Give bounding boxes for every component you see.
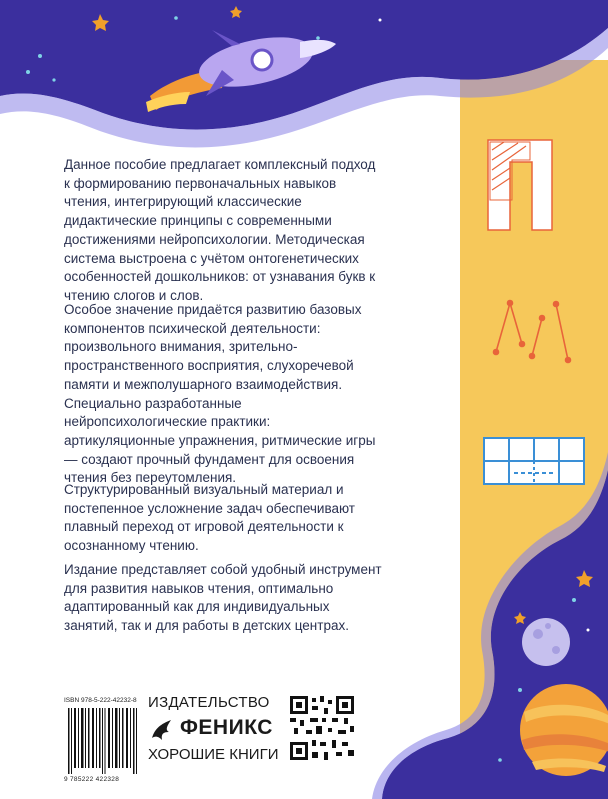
barcode-number: 9 785222 422328 (64, 776, 120, 783)
qr-code-icon (290, 696, 354, 760)
description-paragraph-3: Структурированный визуальный материал и постепенное усложнение задач обеспечивают плавный переход от игровой деятельности к осознанному чтению. (64, 482, 355, 554)
syllable-grid (484, 438, 584, 484)
description-paragraph-2: Особое значение придаётся развитию базовых компонентов психической деятельности: произвольного внимания, зрительно-пространственного восприятия, слухоречевой памяти и межполушарного взаимодействия. Специально разработанные нейропсихологические практики: артикуляционные упражнения, ритмические игры — создают прочный фундамент для освоения чтения без переутомления. (64, 302, 376, 486)
star-dot (379, 19, 382, 22)
isbn-label: ISBN 978-5-222-42232-8 (64, 697, 137, 704)
star-dot (316, 36, 320, 40)
star-dot (38, 54, 42, 58)
publisher-name: ИЗДАТЕЛЬСТВО (148, 694, 270, 711)
publisher-slogan: ХОРОШИЕ КНИГИ (148, 746, 279, 763)
phoenix-logo-icon (149, 716, 175, 742)
star-dot (498, 758, 502, 762)
star-dot (174, 16, 178, 20)
description-paragraph-4: Издание представляет собой удобный инструмент для развития навыков чтения, оптимально адаптированный как для индивидуальных занятий, так и для работы в детских центрах. (64, 562, 382, 634)
barcode-icon (68, 708, 138, 774)
planet-icon (520, 684, 608, 776)
star-dot (572, 598, 576, 602)
star-dot (52, 78, 55, 81)
description-paragraph-1: Данное пособие предлагает комплексный подход к формированию первоначальных навыков чтения, интегрирующий классические дидактические принципы с современными достижениями нейропсихологии. Методическая система выстроена с учётом онтогенетических особенностей дошкольников: от узнавания букв к чтению слогов и слов. (64, 157, 376, 303)
publisher-brand: ФЕНИКС (180, 716, 273, 739)
planet-icon (522, 618, 570, 666)
star-dot (26, 70, 30, 74)
star-dot (518, 688, 522, 692)
star-dot (587, 629, 590, 632)
